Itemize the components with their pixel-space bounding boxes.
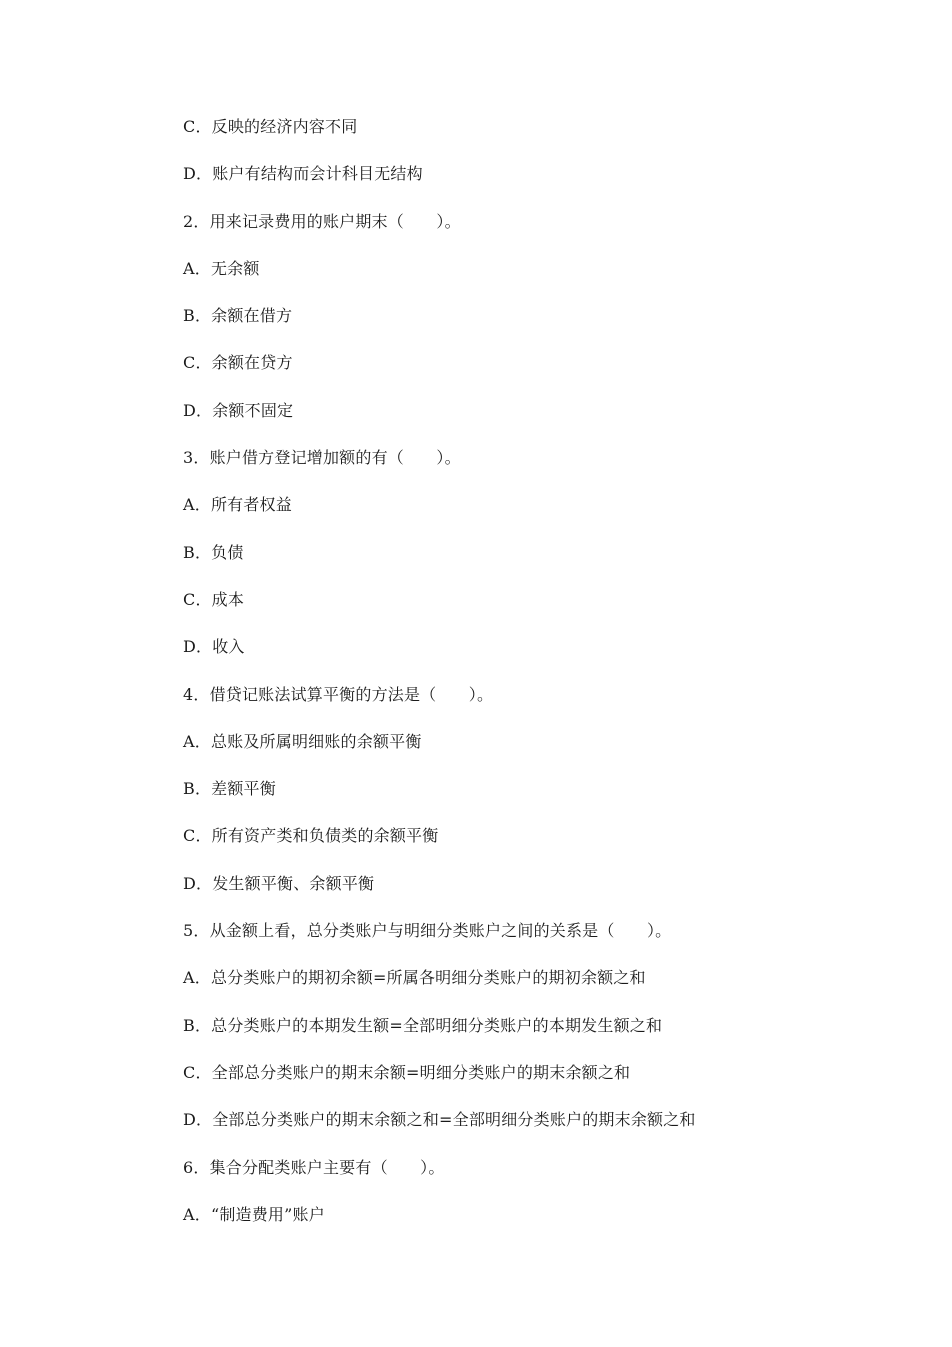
option-3d: D．收入	[183, 637, 245, 657]
option-5d: D．全部总分类账户的期末余额之和=全部明细分类账户的期末余额之和	[183, 1110, 696, 1130]
option-2d: D．余额不固定	[183, 400, 294, 420]
option-1d: D．账户有结构而会计科目无结构	[183, 164, 423, 184]
option-3b: B．负债	[183, 542, 244, 562]
question-4: 4．借贷记账法试算平衡的方法是（ ）。	[183, 684, 494, 704]
question-6: 6．集合分配类账户主要有（ ）。	[183, 1157, 445, 1177]
option-2a: A．无余额	[183, 258, 260, 278]
option-3a: A．所有者权益	[183, 495, 292, 515]
option-4d: D．发生额平衡、余额平衡	[183, 873, 375, 893]
option-1c: C．反映的经济内容不同	[183, 117, 358, 136]
option-2c: C．余额在贷方	[183, 353, 293, 373]
option-4c: C．所有资产类和负债类的余额平衡	[183, 826, 439, 846]
option-5a: A．总分类账户的期初余额=所属各明细分类账户的期初余额之和	[183, 968, 646, 988]
option-2b: B．余额在借方	[183, 306, 293, 326]
option-6a: A．“制造费用”账户	[183, 1204, 325, 1224]
question-2: 2．用来记录费用的账户期末（ ）。	[183, 211, 461, 231]
question-list	[183, 114, 903, 1249]
option-5b: B．总分类账户的本期发生额=全部明细分类账户的本期发生额之和	[183, 1015, 663, 1035]
option-4a: A．总账及所属明细账的余额平衡	[183, 731, 422, 751]
question-3: 3．账户借方登记增加额的有（ ）。	[183, 448, 461, 468]
option-4b: B．差额平衡	[183, 779, 276, 799]
question-5: 5．从金额上看，总分类账户与明细分类账户之间的关系是（ ）。	[183, 921, 672, 941]
option-3c: C．成本	[183, 589, 245, 609]
option-5c: C．全部总分类账户的期末余额=明细分类账户的期末余额之和	[183, 1062, 631, 1082]
